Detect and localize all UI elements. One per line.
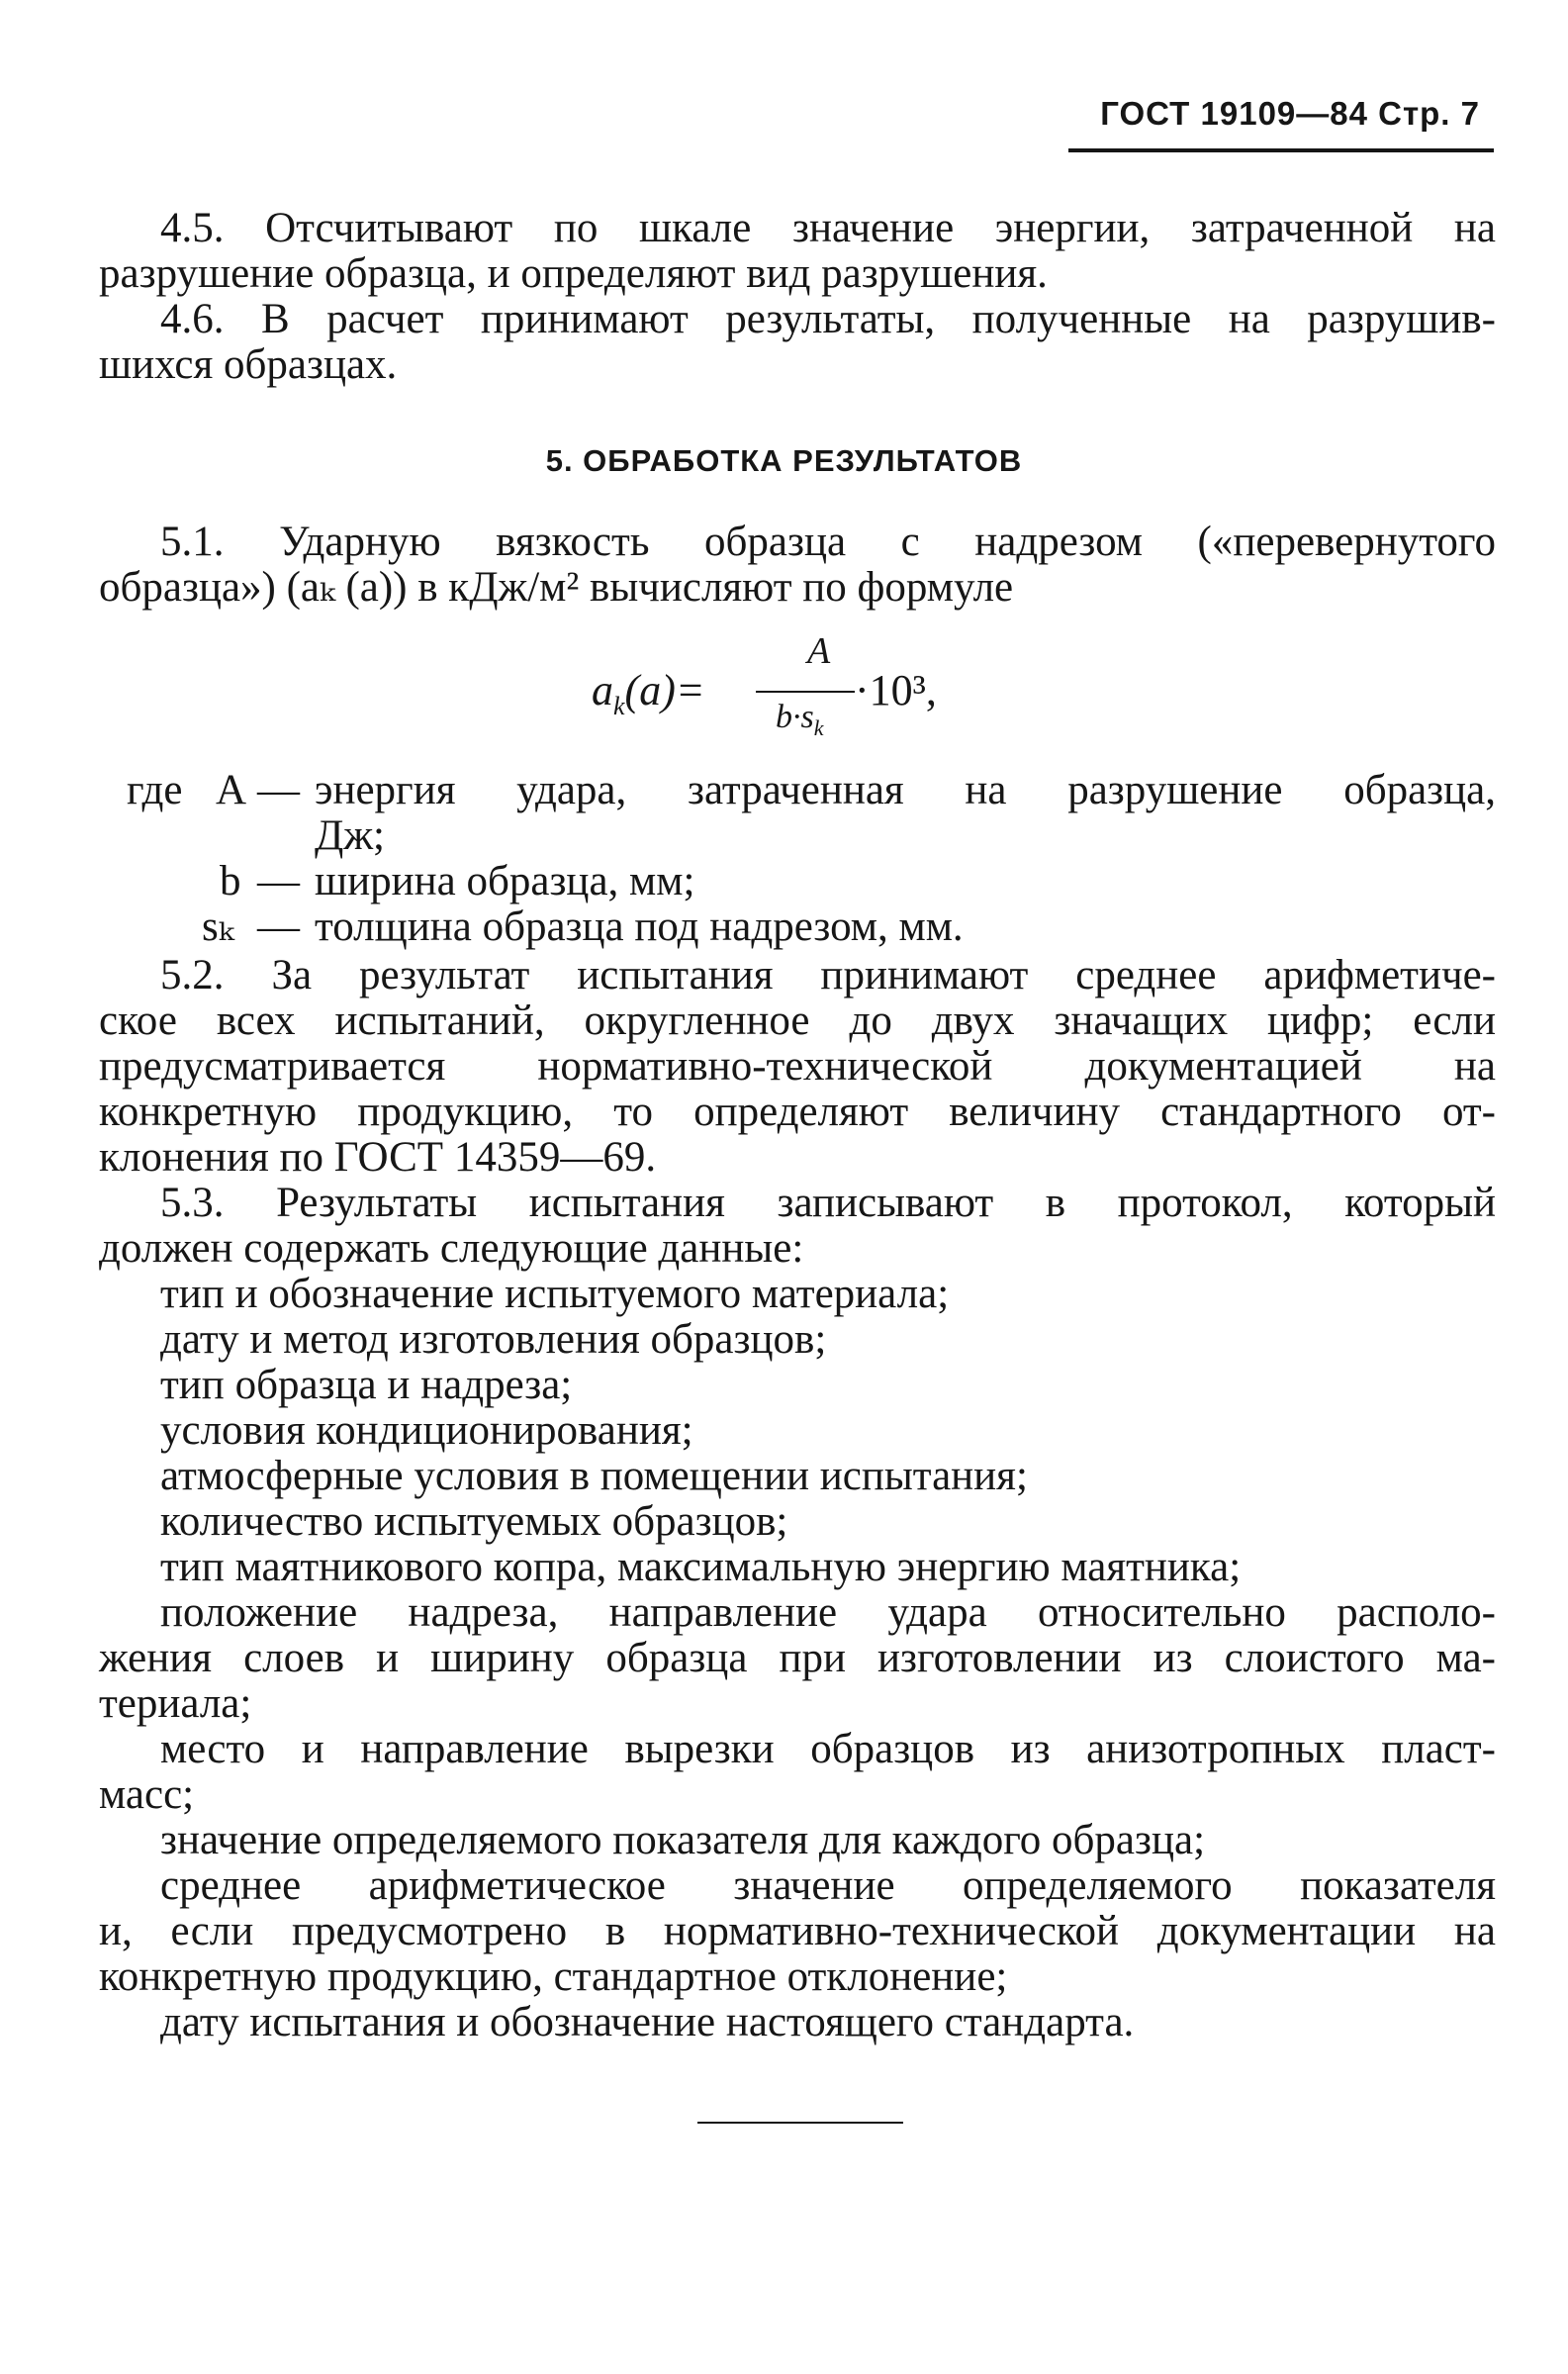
para-4-6-line1: 4.6. В расчет принимают результаты, полученные на разрушив- <box>160 296 1496 342</box>
list-item-cont: жения слоев и ширину образца при изготовлении из слоистого ма- <box>99 1635 1496 1681</box>
formula-denominator: $b\cdot s_k$ <box>776 699 824 740</box>
list-item-cont: териала; <box>99 1680 252 1727</box>
list-item-cont: масс; <box>99 1771 195 1818</box>
end-rule <box>697 2122 903 2124</box>
para-4-5-line1: 4.5. Отсчитывают по шкале значение энергии, затраченной на <box>160 205 1496 251</box>
list-item: условия кондиционирования; <box>160 1407 693 1454</box>
para-5-2-line3: предусматривается нормативно-технической документацией на <box>99 1043 1496 1090</box>
list-item: место и направление вырезки образцов из анизотропных пласт- <box>160 1726 1496 1772</box>
list-item: дату и метод изготовления образцов; <box>160 1316 827 1363</box>
list-item: значение определяемого показателя для каждого образца; <box>160 1817 1206 1863</box>
list-item: тип и обозначение испытуемого материала; <box>160 1271 950 1317</box>
fraction-bar <box>756 691 855 693</box>
list-item: атмосферные условия в помещении испытания; <box>160 1453 1028 1499</box>
para-4-6-line2: шихся образцах. <box>99 341 398 388</box>
impact-strength-formula <box>592 621 1007 740</box>
para-5-2-line5: клонения по ГОСТ 14359—69. <box>99 1134 657 1181</box>
para-4-5-line2: разрушение образца, и определяют вид разрушения. <box>99 250 1048 297</box>
list-item: положение надреза, направление удара относительно располо- <box>160 1589 1496 1636</box>
formula-multiplier: ·10³, <box>855 666 937 714</box>
para-5-1-line2: образца») (aₖ (a)) в кДж/м² вычисляют по формуле <box>99 564 1014 611</box>
where-symbol-b: b <box>220 858 241 904</box>
para-5-3-line1: 5.3. Результаты испытания записывают в протокол, который <box>160 1180 1496 1226</box>
para-5-3-line2: должен содержать следующие данные: <box>99 1225 804 1272</box>
list-item-cont: конкретную продукцию, стандартное отклонение; <box>99 1953 1008 2000</box>
para-5-2-line2: ское всех испытаний, округленное до двух значащих цифр; если <box>99 997 1496 1044</box>
list-item: тип маятникового копра, максимальную энергию маятника; <box>160 1544 1242 1590</box>
where-symbol-a: A <box>216 767 247 813</box>
para-5-1-line1: 5.1. Ударную вязкость образца с надрезом («перевернутого <box>160 519 1496 565</box>
list-item: дату испытания и обозначение настоящего стандарта. <box>160 1999 1135 2045</box>
list-item: количество испытуемых образцов; <box>160 1498 788 1545</box>
where-dash-a: — <box>257 767 300 813</box>
para-5-2-line4: конкретную продукцию, то определяют величину стандартного от- <box>99 1089 1496 1135</box>
header-title: ГОСТ 19109—84 Стр. 7 <box>1100 95 1480 132</box>
section-5-title: 5. ОБРАБОТКА РЕЗУЛЬТАТОВ <box>545 443 1023 478</box>
list-item: среднее арифметическое значение определяемого показателя <box>160 1862 1496 1909</box>
list-item-cont: и, если предусмотрено в нормативно-технической документации на <box>99 1908 1496 1954</box>
formula-numerator: A <box>807 630 831 672</box>
formula-lhs: $a_k(a)=$ <box>592 666 705 720</box>
running-header <box>1068 95 1494 152</box>
where-dash-b: — <box>257 858 300 904</box>
where-intro: где <box>127 767 183 813</box>
where-desc-a: энергия удара, затраченная на разрушение образца, <box>315 767 1496 813</box>
where-desc-a-cont: Дж; <box>315 812 385 859</box>
where-symbol-sk: sₖ <box>202 903 234 950</box>
where-dash-sk: — <box>257 903 300 950</box>
list-item: тип образца и надреза; <box>160 1362 573 1408</box>
para-5-2-line1: 5.2. За результат испытания принимают среднее арифметиче- <box>160 952 1496 998</box>
where-desc-b: ширина образца, мм; <box>315 858 695 904</box>
where-desc-sk: толщина образца под надрезом, мм. <box>315 903 964 950</box>
